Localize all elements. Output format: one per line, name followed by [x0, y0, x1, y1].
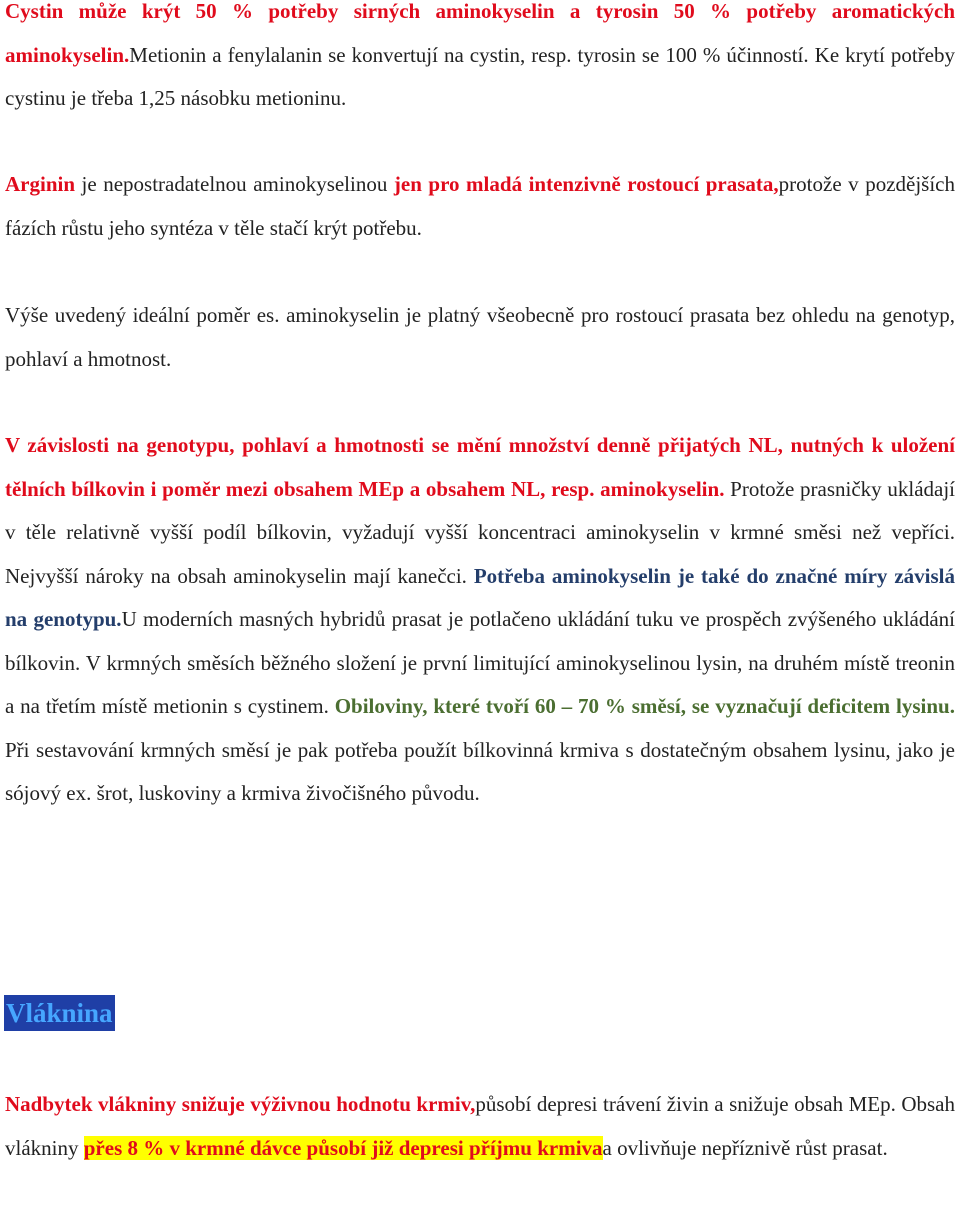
- body-text: a ovlivňuje nepříznivě růst prasat.: [602, 1135, 888, 1160]
- paragraph-genotype: [5, 424, 955, 816]
- body-text: Výše uvedený ideální poměr es. aminokyselin je platný všeobecně pro rostoucí prasata bez ohledu na genotyp, pohlaví a hmotnost.: [5, 303, 955, 371]
- emphasis-text: Cystin může krýt 50 % potřeby sirných aminokyselin a tyrosin 50 % potřeby aromatických aminokyselin.: [5, 0, 955, 67]
- emphasis-text: V závislosti na genotypu, pohlaví a hmotnosti se mění množství denně přijatých NL, nutných k uložení tělních bílkovin i poměr mezi obsahem MEp a obsahem NL, resp. aminokyselin.: [5, 433, 955, 501]
- emphasis-text: Arginin: [5, 172, 76, 196]
- body-text: Při sestavování krmných směsí je pak potřeba použít bílkovinná krmiva s dostatečným obsahem lysinu, jako je sójový ex. šrot, luskoviny a krmiva živočišného původu.: [5, 737, 955, 805]
- body-text: je nepostradatelnou aminokyselinou: [75, 172, 394, 196]
- paragraph-arginine: [5, 163, 955, 250]
- emphasis-text: Obiloviny, které tvoří 60 – 70 % směsí, se vyznačují deficitem lysinu.: [334, 694, 955, 718]
- emphasis-text: jen pro mladá intenzivně rostoucí prasata,: [393, 172, 779, 196]
- highlighted-text: přes 8 % v krmné dávce působí již depresi příjmu krmiva: [83, 1135, 603, 1160]
- body-text: působí depresi trávení živin a snižuje obsah MEp. Obsah vlákniny: [5, 1092, 955, 1160]
- emphasis-text: Potřeba aminokyselin je také do značné míry závislá na genotypu.: [5, 563, 955, 631]
- emphasis-text: Nadbytek vlákniny snižuje výživnou hodnotu krmiv,: [5, 1092, 476, 1116]
- body-text: Metionin a fenylalanin se konvertují na cystin, resp. tyrosin se 100 % účinností. Ke krytí potřeby cystinu je třeba 1,25 násobku metioninu.: [5, 42, 955, 110]
- body-text: Protože prasničky ukládají v těle relativně vyšší podíl bílkovin, vyžadují vyšší koncentraci aminokyselin v krmné směsi než vepříci. Nejvyšší nároky na obsah aminokyselin mají kanečci.: [5, 476, 956, 588]
- body-text: U moderních masných hybridů prasat je potlačeno ukládání tuku ve prospěch zvýšeného ukládání bílkovin. V krmných směsích běžného složení je první limitující aminokyselinou lysin, na druhém místě treonin a na třetím místě metionin s cystinem.: [5, 607, 956, 718]
- body-text: protože v pozdějších fázích růstu jeho syntéza v těle stačí krýt potřebu.: [5, 172, 955, 240]
- paragraph-fiber: [5, 1083, 955, 1170]
- paragraph-ideal-ratio: [5, 294, 955, 381]
- section-heading-fiber: Vláknina: [4, 995, 115, 1031]
- paragraph-sulfur-amino-acids: [5, 0, 955, 121]
